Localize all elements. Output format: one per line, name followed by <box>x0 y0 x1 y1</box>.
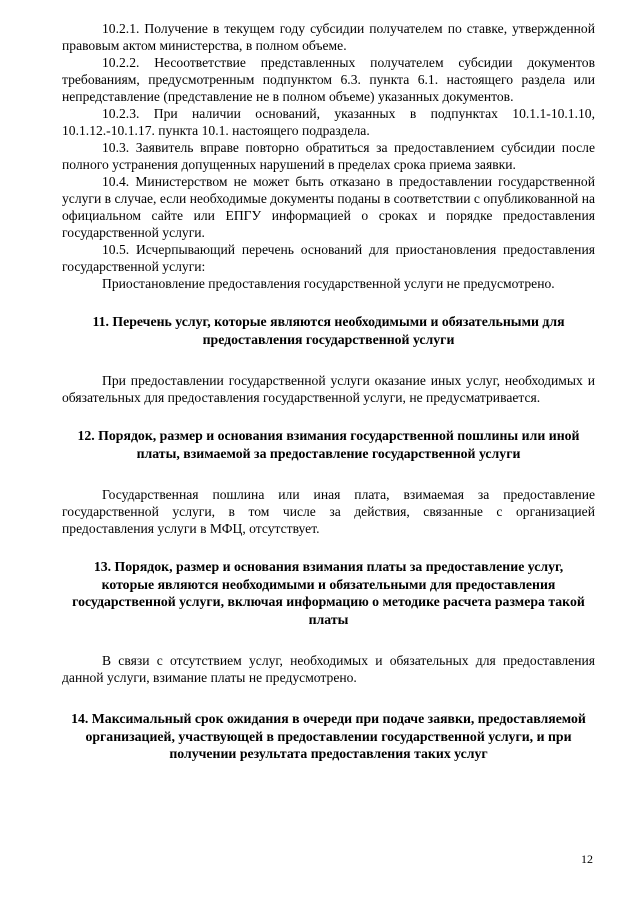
heading-section-14: 14. Максимальный срок ожидания в очереди при подаче заявки, предоставляемой организацией, участвующей в предоставлении государственной услуги, и при получении результата предоставления таких услуг <box>71 711 586 761</box>
paragraph-10-5: 10.5. Исчерпывающий перечень оснований для приостановления предоставления государственной услуги: <box>62 242 595 274</box>
heading-section-12: 12. Порядок, размер и основания взимания государственной пошлины или иной платы, взимаемой за предоставление государственной услуги <box>77 428 580 461</box>
page-content <box>62 20 595 763</box>
paragraph-suspension: Приостановление предоставления государственной услуги не предусмотрено. <box>102 276 555 291</box>
paragraph-10-3: 10.3. Заявитель вправе повторно обратиться за предоставлением субсидии после полного устранения допущенных нарушений в пределах срока приема заявки. <box>62 140 595 172</box>
paragraph-section-12: Государственная пошлина или иная плата, взимаемая за предоставление государственной услуги, в том числе за действия, связанные с организацией предоставления услуги в МФЦ, отсутствует. <box>62 487 595 536</box>
paragraph-10-2-3: 10.2.3. При наличии оснований, указанных в подпунктах 10.1.1-10.1.10, 10.1.12.-10.1.17. пункта 10.1. настоящего подраздела. <box>62 106 595 138</box>
paragraph-section-13: В связи с отсутствием услуг, необходимых и обязательных для предоставления данной услуги, взимание платы не предусмотрено. <box>62 653 595 685</box>
paragraph-10-2-1: 10.2.1. Получение в текущем году субсидии получателем по ставке, утвержденной правовым актом министерства, в полном объеме. <box>62 21 595 53</box>
paragraph-10-4: 10.4. Министерством не может быть отказано в предоставлении государственной услуги в случае, если необходимые документы поданы в соответствии с опубликованной на официальном сайте или ЕПГУ информацией о сроках и порядке предоставления государственной услуги. <box>62 174 595 240</box>
heading-section-11: 11. Перечень услуг, которые являются необходимыми и обязательными для предоставления государственной услуги <box>92 314 565 347</box>
paragraph-section-11: При предоставлении государственной услуги оказание иных услуг, необходимых и обязательных для предоставления государственной услуги, не предусматривается. <box>62 373 595 405</box>
heading-section-13: 13. Порядок, размер и основания взимания платы за предоставление услуг, которые являются необходимыми и обязательными для предоставления государственной услуги, включая информацию о методике расчета размера такой платы <box>72 559 585 627</box>
paragraph-10-2-2: 10.2.2. Несоответствие представленных получателем субсидии документов требованиям, предусмотренным подпунктом 6.3. пункта 6.1. настоящего раздела или непредставление (представление не в полном объеме) указанных документов. <box>62 55 595 104</box>
page-number: 12 <box>581 852 593 866</box>
